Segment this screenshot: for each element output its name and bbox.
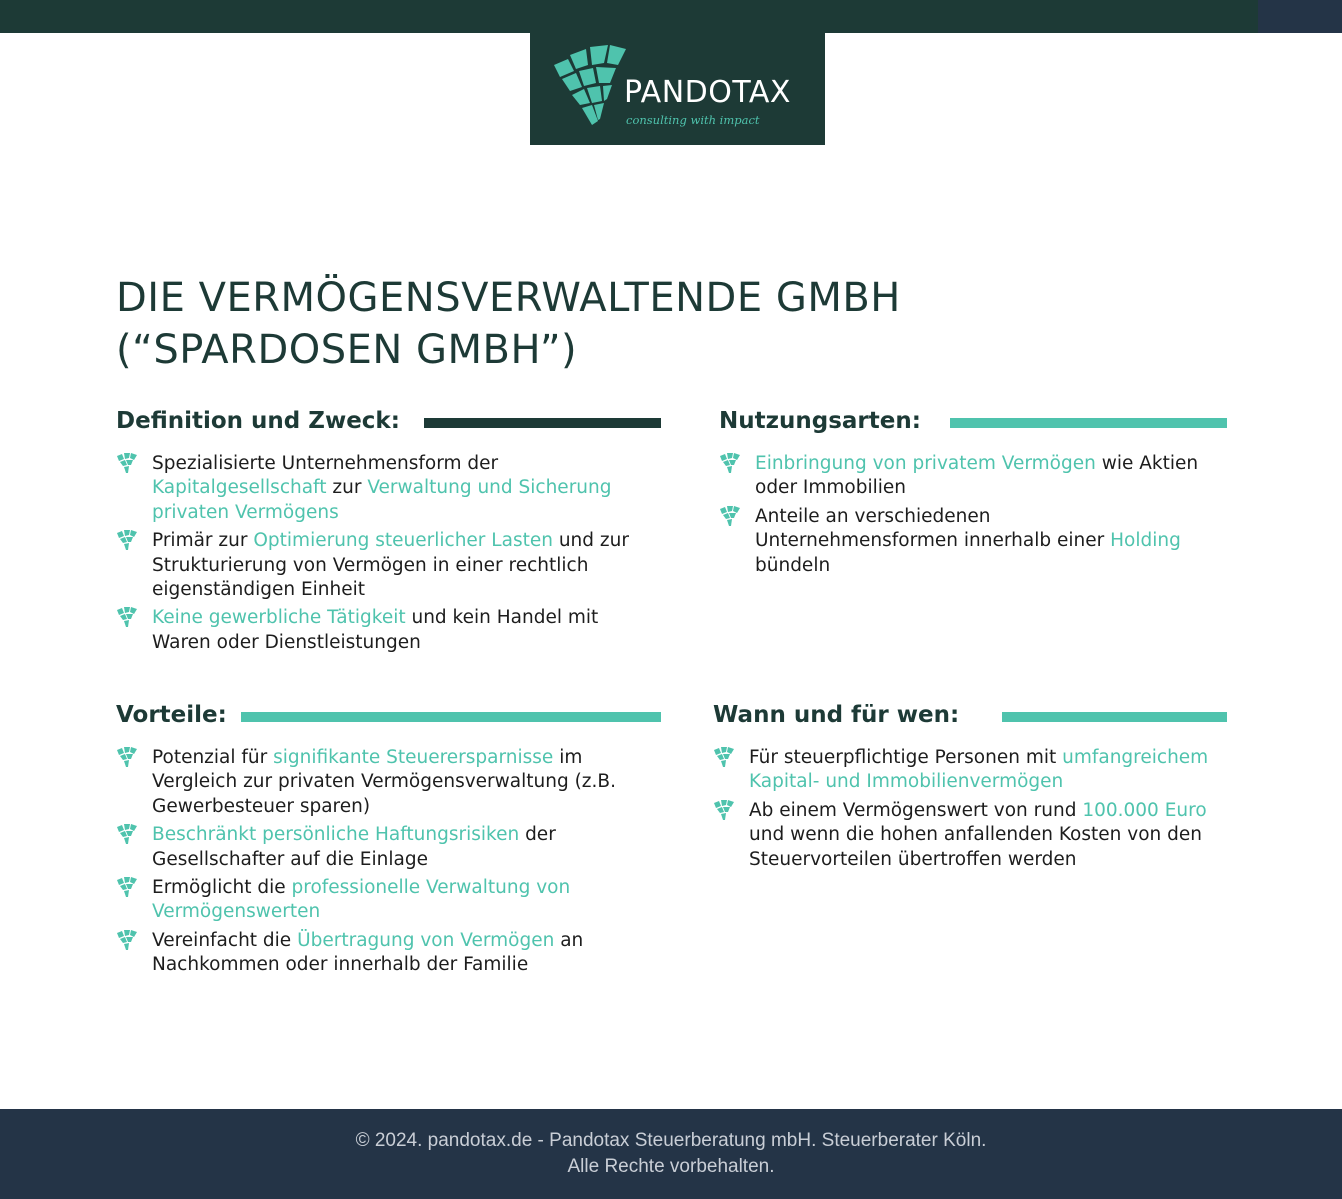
- pandotax-shield-icon: [552, 43, 628, 127]
- highlight-text: 100.000 Euro: [1082, 799, 1207, 821]
- list-item: [713, 799, 1213, 872]
- bullet-shield-icon: [116, 823, 138, 845]
- highlight-text: professionelle Verwaltung von Vermögenswerten: [152, 877, 571, 923]
- body-text: Anteile an verschiedenen Unternehmensformen innerhalb einer: [755, 505, 1111, 552]
- section-header: [719, 408, 1227, 438]
- list-item: [116, 823, 636, 872]
- list-item: [116, 529, 636, 602]
- vorteile-list: [116, 746, 636, 982]
- highlight-text: Verwaltung und Sicherung privaten Vermögens: [152, 477, 612, 523]
- bullet-shield-icon: [116, 606, 138, 628]
- bullet-shield-icon: [116, 529, 138, 551]
- brand-tagline: consulting with impact: [626, 113, 760, 127]
- body-text: der Gesellschafter auf die Einlage: [152, 824, 556, 870]
- body-text: Vereinfacht die: [152, 929, 298, 951]
- highlight-text: Holding: [1110, 530, 1181, 552]
- highlight-text: signifikante Steuerersparnisse: [273, 747, 554, 768]
- bullet-shield-icon: [713, 746, 735, 768]
- section-heading: Nutzungsarten:: [719, 408, 921, 434]
- body-text: im Vergleich zur privaten Vermögensverwaltung (z.B. Gewerbesteuer sparen): [152, 747, 616, 817]
- section-header: [713, 702, 1227, 732]
- page-title-line1: DIE VERMÖGENSVERWALTENDE GMBH: [116, 275, 901, 321]
- body-text: und zur Strukturierung von Vermögen in einer rechtlich eigenständigen Einheit: [152, 530, 629, 601]
- highlight-text: Übertragung von Vermögen: [297, 929, 555, 951]
- section-nutzungsarten: [719, 408, 1227, 608]
- section-heading: Definition und Zweck:: [116, 408, 400, 434]
- section-definition: [116, 408, 661, 678]
- bullet-shield-icon: [116, 746, 138, 768]
- section-heading: Vorteile:: [116, 702, 227, 728]
- footer-copyright: © 2024. pandotax.de - Pandotax Steuerberatung mbH. Steuerberater Köln.: [355, 1130, 987, 1151]
- section-divider: [950, 418, 1227, 428]
- bullet-shield-icon: [116, 929, 138, 951]
- body-text: an Nachkommen oder innerhalb der Familie: [152, 929, 584, 976]
- list-item: [116, 452, 636, 525]
- bullet-shield-icon: [116, 452, 138, 474]
- section-divider: [241, 712, 661, 722]
- brand-name: PANDOTAX: [624, 75, 791, 110]
- footer-rights: Alle Rechte vorbehalten.: [567, 1156, 775, 1177]
- body-text: zur: [326, 477, 368, 499]
- list-item: [713, 746, 1213, 795]
- highlight-text: Einbringung von privatem Vermögen: [755, 453, 1096, 474]
- section-wann: [713, 702, 1227, 902]
- list-item: [719, 452, 1199, 501]
- bullet-shield-icon: [719, 452, 741, 474]
- bullet-shield-icon: [713, 799, 735, 821]
- list-item: [116, 929, 636, 978]
- section-header: [116, 702, 661, 732]
- body-text: und kein Handel mit Waren oder Dienstleistungen: [152, 607, 599, 653]
- section-header: [116, 408, 661, 438]
- bullet-shield-icon: [116, 876, 138, 898]
- section-heading: Wann und für wen:: [713, 702, 960, 728]
- body-text: Ab einem Vermögenswert von rund: [749, 799, 1083, 821]
- body-text: bündeln: [755, 554, 831, 576]
- footer: [0, 1109, 1342, 1199]
- list-item: [116, 606, 636, 655]
- definition-list: [116, 452, 636, 659]
- page-title: [116, 272, 901, 376]
- section-divider: [424, 418, 661, 428]
- highlight-text: Kapitalgesellschaft: [152, 477, 327, 499]
- top-bar-accent: [1258, 0, 1342, 33]
- section-vorteile: [116, 702, 661, 1002]
- page-title-line2: (“SPARDOSEN GMBH”): [116, 327, 578, 373]
- section-divider: [1002, 712, 1227, 722]
- brand-logo[interactable]: [530, 33, 825, 145]
- list-item: [116, 746, 636, 819]
- highlight-text: Optimierung steuerlicher Lasten: [253, 530, 553, 552]
- highlight-text: Keine gewerbliche Tätigkeit: [152, 607, 406, 629]
- wann-list: [713, 746, 1213, 876]
- body-text: Potenzial für: [152, 747, 274, 768]
- bullet-shield-icon: [719, 505, 741, 527]
- highlight-text: umfangreichem Kapital- und Immobilienvermögen: [749, 747, 1209, 793]
- body-text: wie Aktien oder Immobilien: [755, 453, 1199, 499]
- body-text: Ermöglicht die: [152, 877, 292, 899]
- body-text: und wenn die hohen anfallenden Kosten von den Steuervorteilen übertroffen werden: [749, 824, 1202, 870]
- body-text: Für steuerpflichtige Personen mit: [749, 747, 1063, 768]
- nutzung-list: [719, 452, 1199, 582]
- top-bar: [0, 0, 1342, 33]
- highlight-text: Beschränkt persönliche Haftungsrisiken: [152, 824, 520, 846]
- list-item: [116, 876, 636, 925]
- body-text: Primär zur: [152, 530, 254, 552]
- list-item: [719, 505, 1199, 578]
- body-text: Spezialisierte Unternehmensform der: [152, 453, 499, 474]
